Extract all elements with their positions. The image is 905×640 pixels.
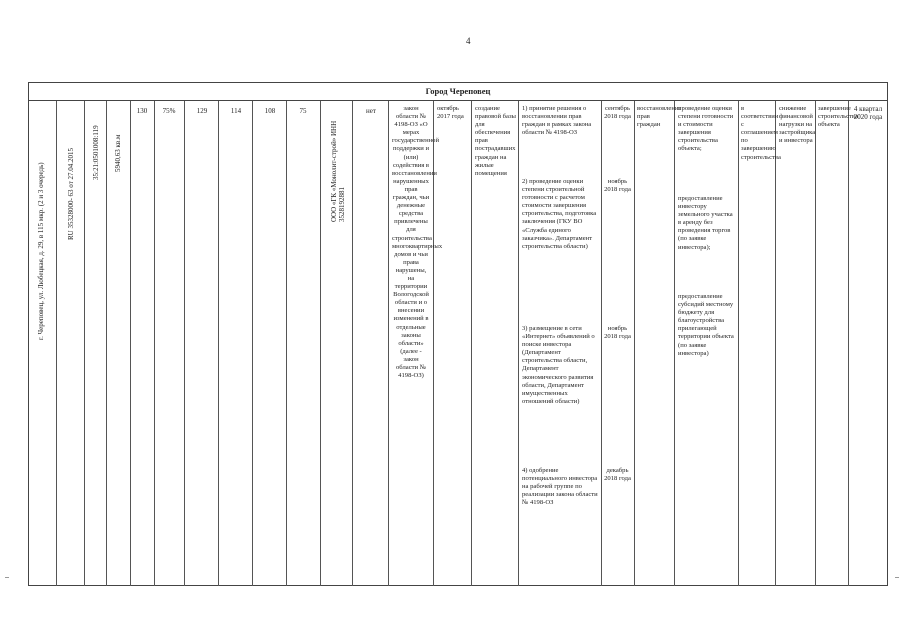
grid-line — [738, 101, 739, 586]
restore-cell: восстановление прав граждан — [637, 105, 682, 129]
n1-cell: 130 — [136, 107, 148, 115]
law-cell: закон области № 4198-ОЗ «О мерах государственной поддержки и (или) содействия в восстановлении нарушенных прав граждан, чьи денежные средства привлечены для строительства многоквартирных домов и чьи права нарушены, на территории Вологодской области и о внесении изменений в отдельные законы области» (далее - закон области № 4198-ОЗ) — [392, 105, 443, 380]
grid-line — [352, 101, 353, 586]
law-date-cell: октябрь 2017 года — [437, 105, 464, 121]
edge-mark — [895, 577, 899, 578]
grid-line — [775, 101, 776, 586]
n3-cell: 129 — [196, 107, 208, 115]
accord-cell: в соответствии с соглашением по завершению строительства — [741, 105, 781, 161]
grid-line — [471, 101, 472, 586]
step-3-text: 3) размещение в сети «Интернет» объявлений о поиске инвестора (Департамент строительства области, Департамент экономического развития области, Департамент имущественных отношений области) — [522, 325, 595, 405]
step-3-date: ноябрь 2018 года — [604, 325, 631, 341]
step-1-date: сентябрь 2018 года — [604, 105, 631, 121]
company-text: ООО «ГК «Монолит-строй» ИНН 3528192881 — [330, 120, 346, 222]
city-title: Город Череповец — [28, 82, 888, 101]
grid-line — [252, 101, 253, 586]
grid-line — [601, 101, 602, 586]
edge-mark — [5, 577, 9, 578]
area-cell: 5940,63 кв.м — [114, 134, 122, 172]
grid-line — [106, 101, 107, 586]
step-2-date: ноябрь 2018 года — [604, 178, 631, 194]
company-cell — [330, 107, 346, 222]
step-2-text: 2) проведение оценки степени строительной готовности с расчетом стоимости завершения строительства, подготовка заключения (ГКУ ВО «Служба единого заказчика». Департамент строительства области) — [522, 178, 597, 250]
n6-cell: 75 — [299, 107, 307, 115]
finish-cell: завершение строительства объекта — [818, 105, 858, 129]
n5-cell: 108 — [264, 107, 276, 115]
n4-cell: 114 — [230, 107, 242, 115]
grid-line — [674, 101, 675, 586]
measure-3: предоставление субсидий местному бюджету для благоустройства прилегающей территории объекта (по заявке инвестора) — [678, 293, 734, 357]
step-4-date: декабрь 2018 года — [604, 467, 631, 483]
measure-1: проведение оценки степени готовности и стоимости завершения строительства объекта; — [678, 105, 734, 153]
page-number: 4 — [466, 36, 471, 46]
grid-line — [154, 101, 155, 586]
final-date-cell: 4 квартал 2020 года — [853, 105, 883, 122]
grid-line — [388, 101, 389, 586]
grid-line — [56, 101, 57, 586]
grid-line — [848, 101, 849, 586]
cadastral-cell: 35:21:0501008:119 — [92, 125, 100, 180]
grid-line — [218, 101, 219, 586]
grid-line — [320, 101, 321, 586]
grid-line — [286, 101, 287, 586]
n2-cell: 75% — [162, 107, 176, 115]
grid-line — [130, 101, 131, 586]
status-cell: нет — [366, 107, 376, 115]
grid-line — [634, 101, 635, 586]
grid-line — [815, 101, 816, 586]
grid-line — [84, 101, 85, 586]
measure-2: предоставление инвестору земельного участка в аренду без проведения торгов (по заявке инвестора); — [678, 195, 733, 251]
permit-cell: RU 35328000- 63 от 27.04.2015 — [67, 147, 75, 240]
goal-cell: создание правовой базы для обеспечения прав пострадавших граждан на жилые помещения — [475, 105, 516, 177]
grid-line — [518, 101, 519, 586]
grid-line — [184, 101, 185, 586]
step-4-text: 4) одобрение потенциального инвестора на рабочей группе по реализации закона области № 4198-ОЗ — [522, 467, 598, 507]
reduce-cell: снижение финансовой нагрузки на застройщика и инвестора — [779, 105, 816, 145]
step-1-text: 1) принятие решения о восстановлении прав граждан в рамках закона области № 4198-ОЗ — [522, 105, 592, 137]
address-cell: г. Череповец, ул. Любецкая, д. 29, в 115 мкр. (2 и 3 очередь) — [37, 162, 45, 340]
